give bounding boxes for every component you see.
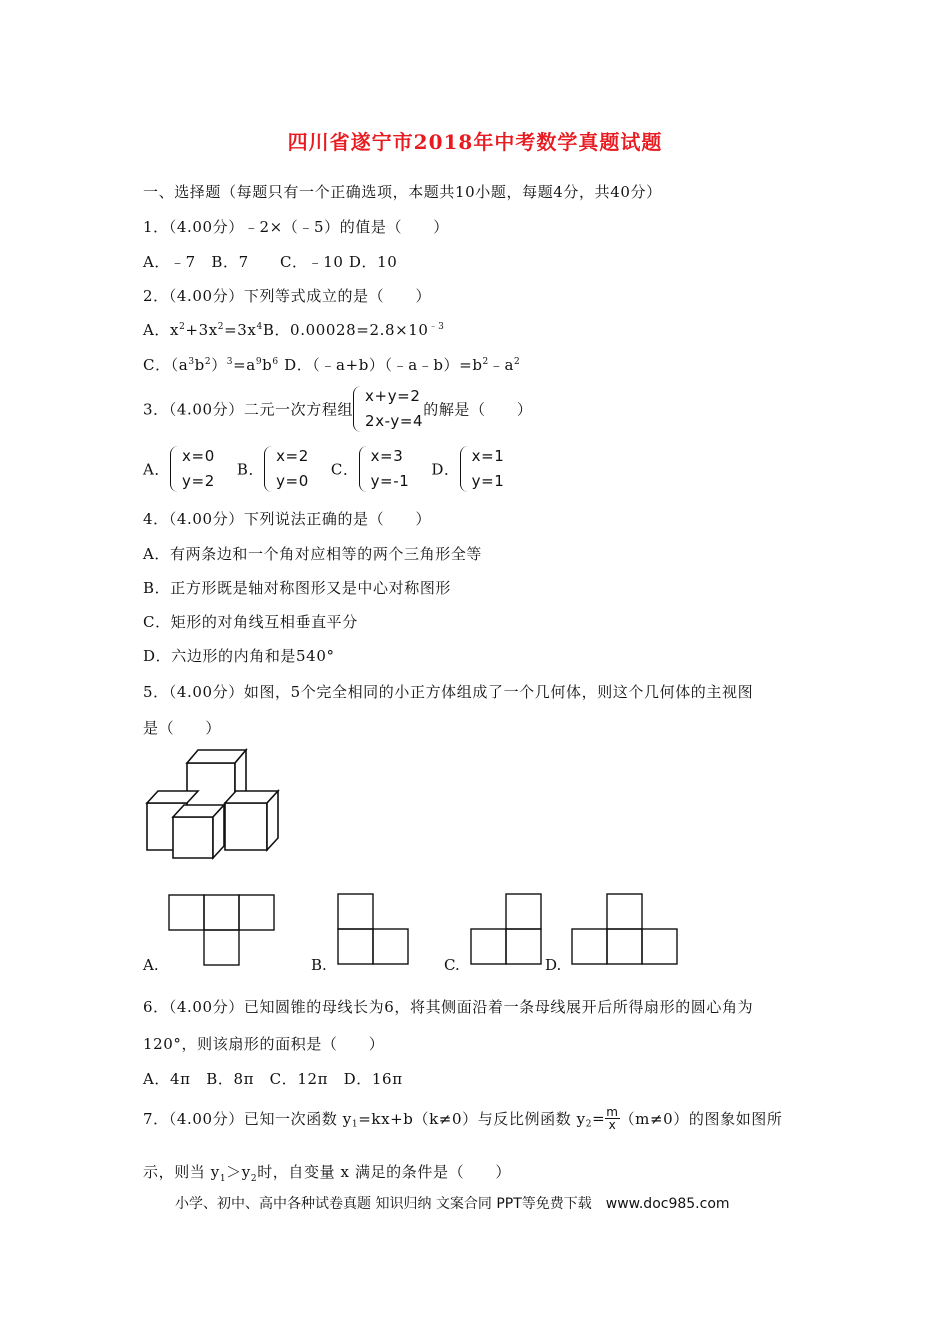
option-b-view [337, 893, 409, 965]
question-3-options: A． x=0 y=2 B． x=2 y=0 C． x=3 y=-1 D． x=1 y=1 [143, 447, 505, 490]
question-2-options-cd: C．$(a^3b^2)^3=a^9b^6$ D．$(﹣a+b)(﹣a﹣b)=b^2﹣a^2$ [143, 356, 521, 374]
option-d-label: D. [545, 956, 562, 974]
page-title: 四川省遂宁市2018年中考数学真题试题 [287, 130, 663, 154]
question-7-stem-2: 示，则当 $y_1>y_2$时，自变量 x 满足的条件是（ ） [143, 1163, 511, 1184]
fraction-m-over-x: $\frac{m}{x}$ [606, 1105, 619, 1132]
option-c-view [470, 893, 542, 965]
question-6-stem: 6．（4.00分）已知圆锥的母线长为6，将其侧面沿着一条母线展开后所得扇形的圆心角为 [143, 998, 754, 1016]
question-5-stem: 5．（4.00分）如图，5个完全相同的小正方体组成了一个几何体，则这个几何体的主视图 [143, 683, 754, 701]
question-1-options: A．﹣7 B．7 C．﹣10 D．10 [143, 253, 398, 271]
option-a-label: A. [143, 956, 159, 974]
question-4-option-c: C．矩形的对角线互相垂直平分 [143, 613, 358, 631]
question-6-stem-2: 120°，则该扇形的面积是（ ） [143, 1035, 385, 1053]
question-1-stem: 1．（4.00分）﹣2×（﹣5）的值是（ ） [143, 218, 449, 236]
question-3-stem: 3．（4.00分）二元一次方程组 x+y=2 2x-y=4 的解是（ ） [143, 384, 532, 434]
option-b-label: B. [311, 956, 327, 974]
question-4-stem: 4．（4.00分）下列说法正确的是（ ） [143, 510, 432, 528]
question-7-stem: 7．（4.00分）已知一次函数 $y_1=kx+b(k\ne 0)$与反比例函数 $y_2=$ $\frac{m}{x}$ （m≠0）的图象如图所 [143, 1105, 783, 1132]
question-6-options: A．4π B．8π C．12π D．16π [143, 1070, 403, 1088]
equation-system: x+y=2 2x-y=4 [353, 384, 423, 434]
question-5-stem-2: 是（ ） [143, 719, 222, 737]
section-heading: 一、选择题（每题只有一个正确选项，本题共10小题，每题4分，共40分） [143, 183, 662, 201]
question-2-stem: 2．（4.00分）下列等式成立的是（ ） [143, 287, 432, 305]
option-d-view [571, 893, 678, 965]
footer-text: 小学、初中、高中各种试卷真题 知识归纳 文案合同 PPT等免费下载 www.doc985.com [175, 1196, 730, 1212]
question-4-option-a: A．有两条边和一个角对应相等的两个三角形全等 [143, 545, 483, 563]
cube-figure [140, 745, 285, 863]
question-2-options-ab: A．$x^2+3x^2=3x^4B$．$0.00028=2.8\times 10^{﹣3}$ [143, 321, 445, 339]
option-a-view [168, 894, 275, 966]
question-4-option-b: B．正方形既是轴对称图形又是中心对称图形 [143, 579, 452, 597]
question-4-option-d: D．六边形的内角和是540° [143, 647, 335, 665]
option-c-label: C. [444, 956, 460, 974]
